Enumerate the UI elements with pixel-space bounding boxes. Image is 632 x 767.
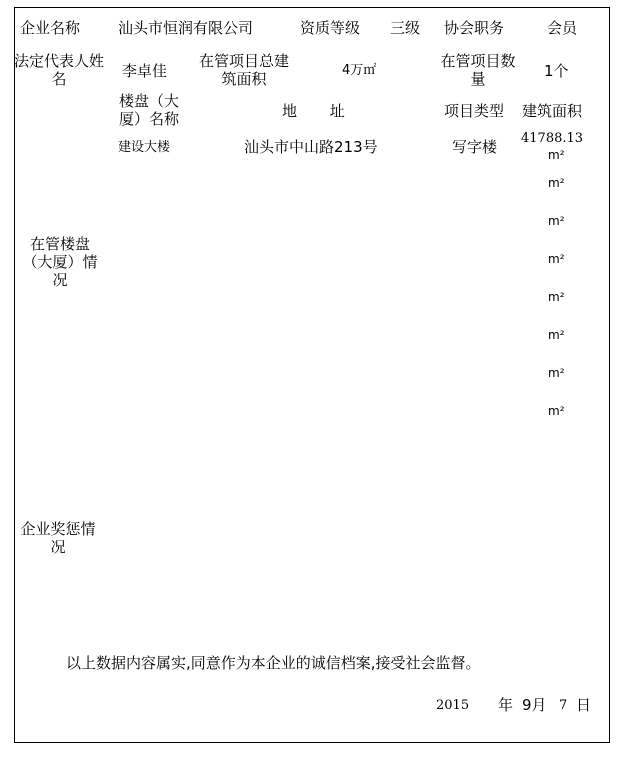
- empty-area-unit: m²: [548, 328, 565, 342]
- project-type-header: 项目类型: [444, 102, 505, 120]
- address-header: 地 址: [282, 102, 345, 120]
- company-name-value: 汕头市恒润有限公司: [118, 19, 254, 37]
- empty-area-unit: m²: [548, 214, 565, 228]
- date-year-unit: 年: [498, 696, 514, 714]
- empty-area-unit: m²: [548, 366, 565, 380]
- empty-area-unit: m²: [548, 290, 565, 304]
- project-count-label: 在管项目数量: [440, 52, 516, 88]
- buildings-section-label: 在管楼盘（大厦）情况: [22, 235, 98, 289]
- legal-rep-label: 法定代表人姓名: [14, 52, 105, 88]
- date-day: 7: [559, 698, 568, 713]
- building-name-cell: 建设大楼: [118, 140, 171, 155]
- date-year: 2015: [436, 698, 470, 713]
- building-area-header: 建筑面积: [522, 102, 583, 120]
- declaration-text: 以上数据内容属实,同意作为本企业的诚信档案,接受社会监督。: [66, 654, 481, 672]
- total-area-value: 4万㎡: [342, 63, 377, 78]
- project-count-value: 1个: [544, 62, 569, 80]
- qualification-value: 三级: [390, 19, 421, 37]
- association-role-label: 协会职务: [444, 19, 505, 37]
- date-day-unit: 日: [576, 696, 592, 714]
- date-month: 9月: [522, 696, 547, 714]
- empty-area-unit: m²: [548, 176, 565, 190]
- company-name-label: 企业名称: [20, 19, 81, 37]
- empty-area-unit: m²: [548, 404, 565, 418]
- qualification-label: 资质等级: [300, 19, 361, 37]
- association-role-value: 会员: [547, 19, 578, 37]
- building-address-cell: 汕头市中山路213号: [244, 138, 378, 156]
- building-type-cell: 写字楼: [452, 138, 498, 156]
- building-name-header: 楼盘（大厦）名称: [118, 92, 179, 128]
- building-area-cell: 41788.13: [521, 131, 584, 146]
- total-area-label: 在管项目总建筑面积: [198, 52, 289, 88]
- awards-section-label: 企业奖惩情况: [20, 520, 96, 556]
- empty-area-unit: m²: [548, 252, 565, 266]
- building-area-unit: m²: [548, 148, 565, 162]
- legal-rep-value: 李卓佳: [122, 62, 168, 80]
